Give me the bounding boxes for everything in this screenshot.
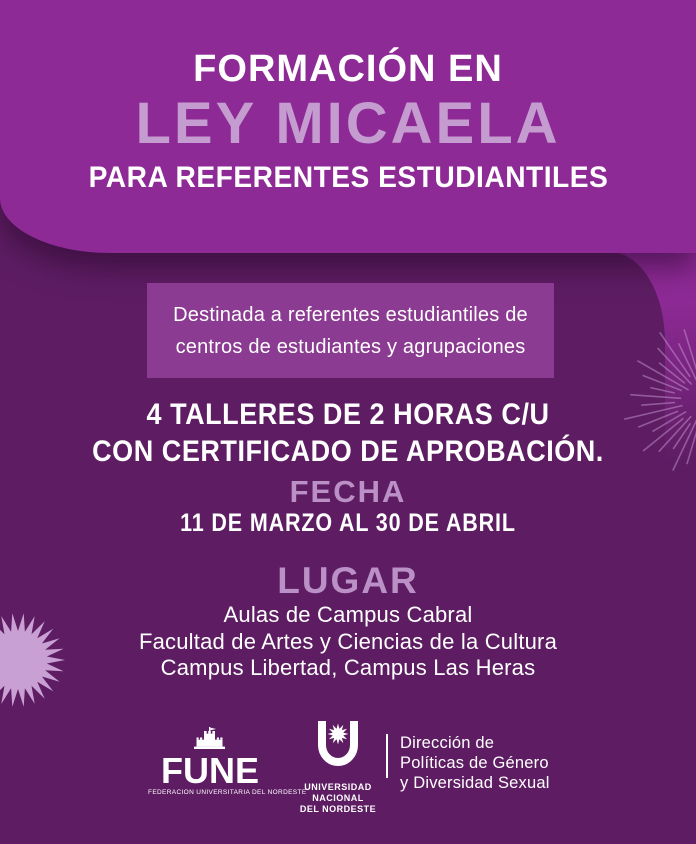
workshops-line-2: CON CERTIFICADO DE APROBACIÓN. xyxy=(92,435,604,468)
fune-logo xyxy=(148,727,307,796)
unne-logo xyxy=(290,719,386,815)
place-line-2: Facultad de Artes y Ciencias de la Cultura xyxy=(138,628,558,654)
place-line-1: Aulas de Campus Cabral xyxy=(223,602,473,627)
header-kicker: FORMACIÓN EN xyxy=(193,48,503,90)
date-label: FECHA xyxy=(289,474,407,509)
audience-line-2: centros de estudiantes y agrupaciones xyxy=(175,335,526,358)
fune-caption: FEDERACION UNIVERSITARIA DEL NORDESTE xyxy=(148,789,307,796)
page-title: LEY MICAELA xyxy=(135,91,561,156)
audience-line-1: Destinada a referentes estudiantiles de xyxy=(173,303,528,326)
direccion-line-3: y Diversidad Sexual xyxy=(400,774,550,792)
castle-icon xyxy=(187,727,233,751)
unne-caption-line-3: DEL NORDESTE xyxy=(299,804,377,814)
place-label: LUGAR xyxy=(277,560,419,601)
unne-u-icon xyxy=(313,719,363,771)
workshops-line-1: 4 TALLERES DE 2 HORAS C/U xyxy=(146,398,550,431)
direccion-line-1: Dirección de xyxy=(400,734,495,752)
fune-wordmark: FUNE xyxy=(161,750,259,791)
place-line-3: Campus Libertad, Campus Las Heras xyxy=(160,655,536,680)
unne-caption-line-1: UNIVERSIDAD xyxy=(304,782,372,792)
direccion-line-2: Políticas de Género xyxy=(400,754,549,772)
date-value: 11 DE MARZO AL 30 DE ABRIL xyxy=(180,509,516,537)
header-subtitle: PARA REFERENTES ESTUDIANTILES xyxy=(88,161,608,194)
unne-caption-line-2: NACIONAL xyxy=(312,793,364,803)
workshops-text xyxy=(35,396,661,470)
audience-box xyxy=(147,283,554,378)
place-lines xyxy=(0,602,696,682)
direccion-text xyxy=(400,733,550,793)
unne-caption xyxy=(290,782,386,815)
footer-divider xyxy=(386,734,388,778)
